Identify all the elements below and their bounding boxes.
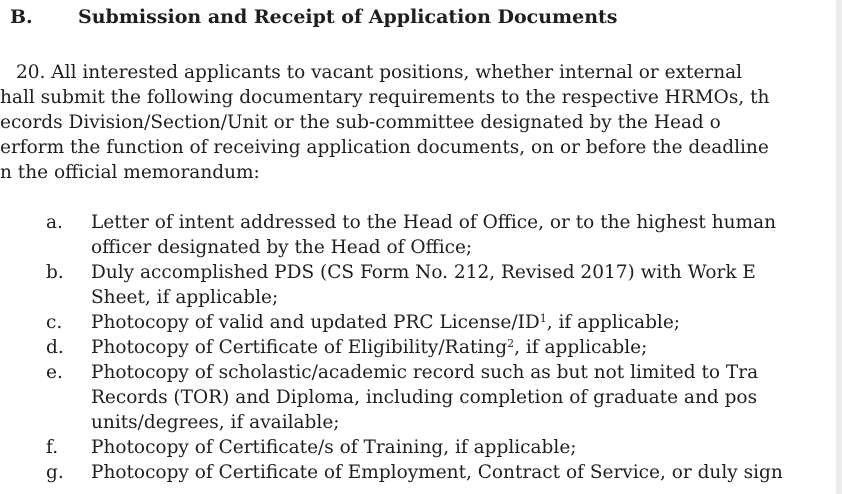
list-item-line: Records (TOR) and Diploma, including completion of graduate and pos bbox=[91, 387, 758, 408]
list-item-line bbox=[91, 312, 680, 333]
paragraph-line: erform the function of receiving application documents, on or before the deadline bbox=[0, 137, 769, 158]
list-item-line: Letter of intent addressed to the Head of Office, or to the highest human bbox=[91, 212, 777, 233]
list-marker: f. bbox=[46, 437, 59, 458]
list-item-line: Sheet, if applicable; bbox=[91, 287, 279, 308]
footnote-ref: 1 bbox=[539, 312, 547, 325]
paragraph-line: n the official memorandum: bbox=[0, 162, 260, 183]
paragraph-line: ecords Division/Section/Unit or the sub-committee designated by the Head o bbox=[0, 112, 721, 133]
list-marker: c. bbox=[46, 312, 63, 333]
list-item-tail: , if applicable; bbox=[514, 337, 648, 358]
list-item-line bbox=[91, 337, 647, 358]
footnote-ref: 2 bbox=[507, 337, 515, 350]
list-marker: e. bbox=[46, 362, 63, 383]
list-marker: a. bbox=[46, 212, 63, 233]
list-item-text: Photocopy of valid and updated PRC License/ID bbox=[91, 312, 540, 333]
paragraph-line: hall submit the following documentary requirements to the respective HRMOs, th bbox=[0, 87, 770, 108]
list-item-tail: , if applicable; bbox=[546, 312, 681, 333]
list-marker: d. bbox=[46, 337, 64, 358]
list-item-line: Duly accomplished PDS (CS Form No. 212, Revised 2017) with Work E bbox=[91, 262, 756, 283]
list-item-line: Photocopy of Certificate of Employment, Contract of Service, or duly sign bbox=[91, 462, 783, 483]
section-letter: B. bbox=[10, 6, 33, 28]
list-item-line: officer designated by the Head of Office; bbox=[91, 237, 473, 258]
list-marker: g. bbox=[46, 462, 64, 483]
list-item-line: Photocopy of Certificate/s of Training, if applicable; bbox=[91, 437, 577, 458]
page-edge bbox=[836, 0, 842, 494]
list-marker: b. bbox=[46, 262, 64, 283]
paragraph-line: 20. All interested applicants to vacant positions, whether internal or external bbox=[16, 62, 743, 83]
section-title: Submission and Receipt of Application Documents bbox=[78, 6, 618, 28]
list-item-line: units/degrees, if available; bbox=[91, 412, 340, 433]
list-item-line: Photocopy of scholastic/academic record such as but not limited to Tra bbox=[91, 362, 759, 383]
list-item-text: Photocopy of Certificate of Eligibility/Rating bbox=[91, 337, 508, 358]
